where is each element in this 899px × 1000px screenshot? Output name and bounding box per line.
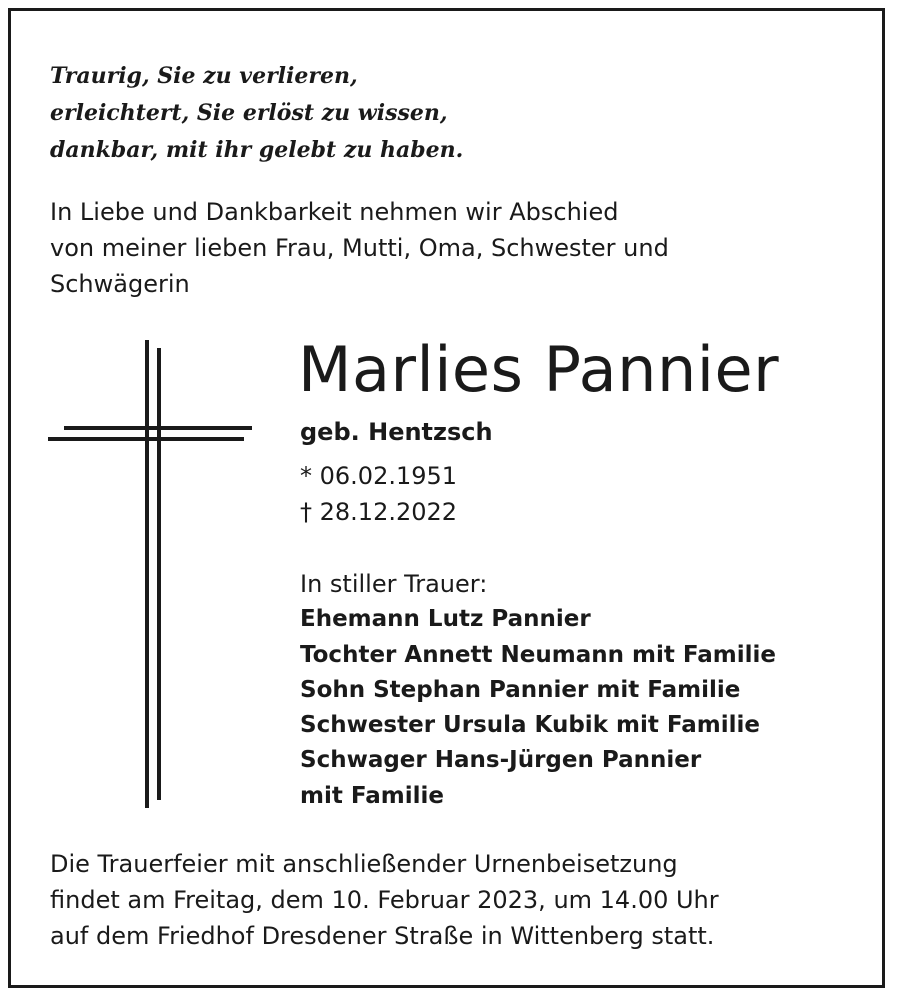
mourner-line: Ehemann Lutz Pannier — [300, 606, 591, 633]
maiden-name: geb. Hentzsch — [300, 418, 493, 446]
cross-horizontal-top — [64, 426, 252, 430]
mourner-line: mit Familie — [300, 782, 444, 809]
birth-date: * 06.02.1951 — [300, 462, 458, 490]
intro-line: In Liebe und Dankbarkeit nehmen wir Abschied — [50, 198, 619, 226]
service-line: auf dem Friedhof Dresdener Straße in Wittenberg statt. — [50, 922, 715, 950]
mourner-line: Schwester Ursula Kubik mit Familie — [300, 712, 760, 739]
cross-vertical-left — [145, 340, 149, 808]
intro-line: von meiner lieben Frau, Mutti, Oma, Schwester und — [50, 234, 669, 262]
mourners-lead: In stiller Trauer: — [300, 570, 488, 598]
cross-horizontal-bottom — [48, 437, 244, 441]
verse-line: dankbar, mit ihr gelebt zu haben. — [50, 137, 464, 163]
deceased-name: Marlies Pannier — [298, 333, 780, 406]
mourner-line: Sohn Stephan Pannier mit Familie — [300, 676, 741, 703]
life-dates — [300, 458, 457, 530]
mourners-list — [300, 567, 776, 814]
service-line: Die Trauerfeier mit anschließender Urnenbeisetzung — [50, 850, 678, 878]
mourner-line: Tochter Annett Neumann mit Familie — [300, 641, 776, 668]
cross-vertical-right — [157, 348, 161, 800]
intro-line: Schwägerin — [50, 270, 190, 298]
verse-line: Traurig, Sie zu verlieren, — [50, 63, 358, 89]
death-date: † 28.12.2022 — [300, 498, 458, 526]
service-line: findet am Freitag, dem 10. Februar 2023, um 14.00 Uhr — [50, 886, 719, 914]
cross-icon — [0, 0, 260, 820]
verse-line: erleichtert, Sie erlöst zu wissen, — [50, 100, 448, 126]
mourner-line: Schwager Hans-Jürgen Pannier — [300, 747, 702, 774]
funeral-service-info — [50, 846, 870, 954]
